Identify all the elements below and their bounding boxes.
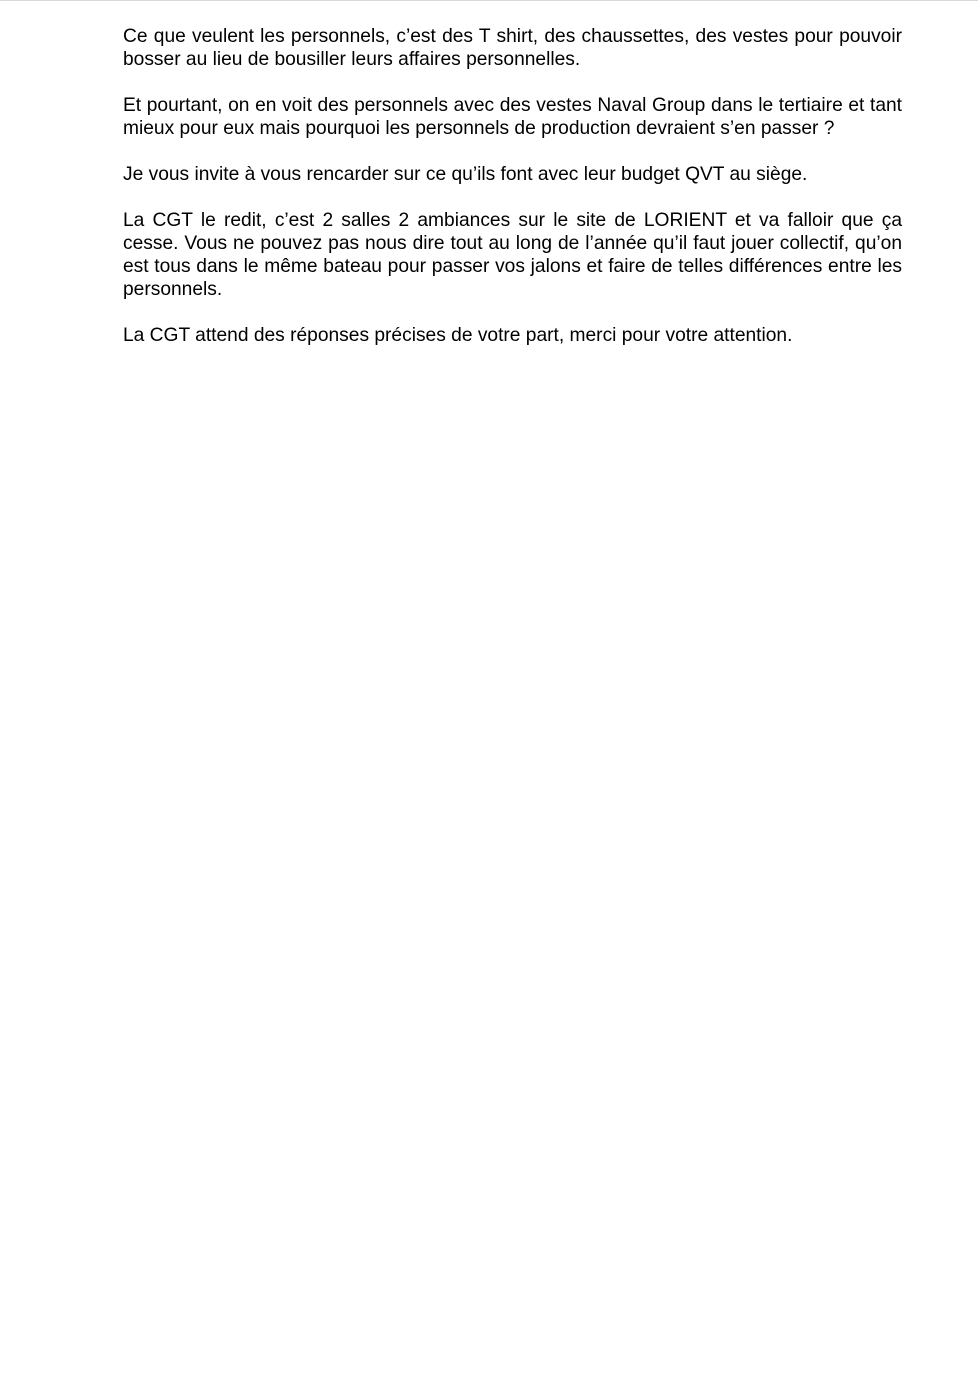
- paragraph-qvt-budget: Je vous invite à vous rencarder sur ce qu’ils font avec leur budget QVT au siège.: [123, 164, 808, 185]
- paragraph-naval-group-jackets: Et pourtant, on en voit des personnels avec des vestes Naval Group dans le tertiaire et tant mieux pour eux mais pourquoi les personnels de production devraient s’en passer ?: [123, 95, 902, 139]
- paragraph-tshirts: Ce que veulent les personnels, c’est des T shirt, des chaussettes, des vestes pour pouvoir bosser au lieu de bousiller leurs affaires personnelles.: [123, 26, 902, 70]
- paragraph-lorient-site: La CGT le redit, c’est 2 salles 2 ambiances sur le site de LORIENT et va falloir que ça cesse. Vous ne pouvez pas nous dire tout au long de l’année qu’il faut jouer collectif, qu’on est tous dans le même bateau pour passer vos jalons et faire de telles différences entre les personnels.: [123, 210, 902, 300]
- document-body: [123, 25, 902, 370]
- paragraph-closing: La CGT attend des réponses précises de votre part, merci pour votre attention.: [123, 325, 793, 346]
